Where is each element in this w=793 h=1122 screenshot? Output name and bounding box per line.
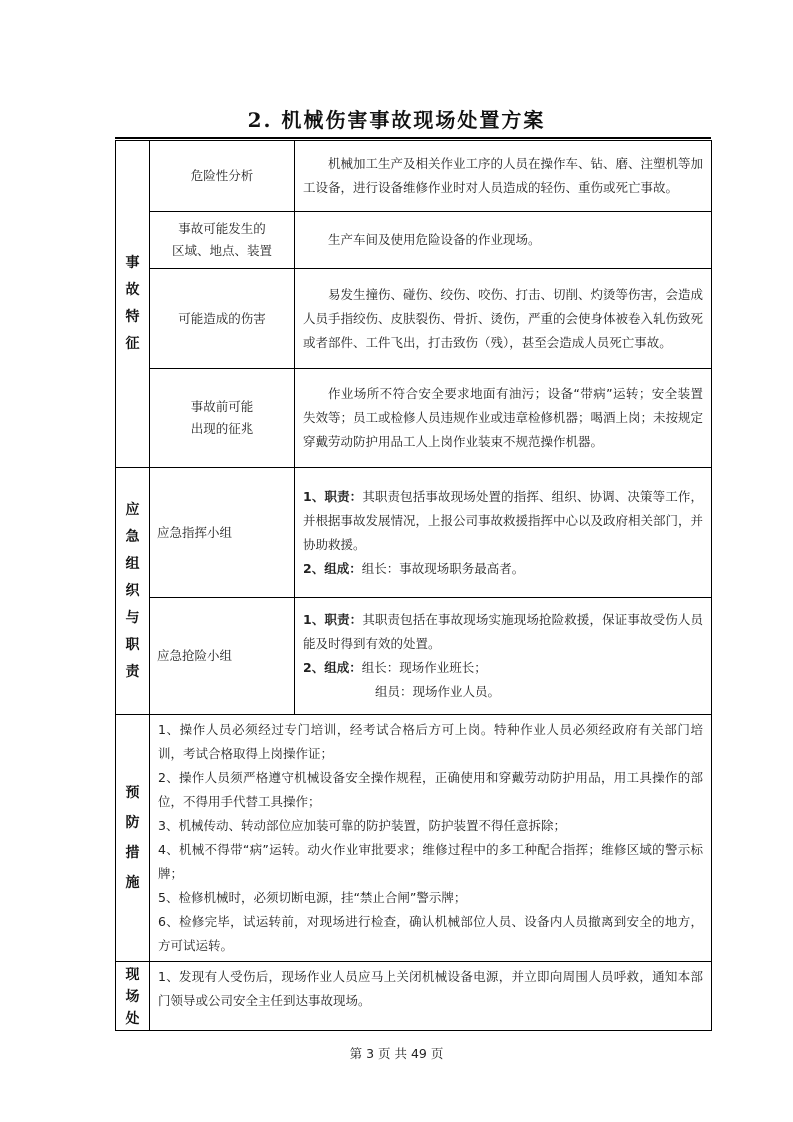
prevention-content bbox=[150, 715, 712, 962]
list-item: 1、发现有人受伤后，现场作业人员应马上关闭机械设备电源，并立即向周围人员呼救，通知本部门领导或公司安全主任到达事故现场。 bbox=[158, 969, 703, 1008]
row-content-hazard-analysis: 机械加工生产及相关作业工序的人员在操作车、钻、磨、注塑机等加工设备，进行设备维修作业时对人员造成的轻伤、重伤或死亡事故。 bbox=[295, 141, 712, 212]
section-label-emergency-org: 应 急 组 织 与 职 责 bbox=[116, 468, 150, 715]
row-content-command-group: 1、职责：其职责包括事故现场处置的指挥、组织、协调、决策等工作，并根据事故发展情况，上报公司事故救援指挥中心以及政府相关部门，并协助救援。 2、组成：组长：事故现场职务最高者。 bbox=[295, 468, 712, 598]
plan-table bbox=[115, 140, 712, 1031]
list-item: 2、操作人员须严格遵守机械设备安全操作规程，正确使用和穿戴劳动防护用品，用工具操作的部位，不得用手代替工具操作； bbox=[158, 770, 703, 809]
table-row bbox=[116, 962, 712, 1031]
list-item: 1、操作人员必须经过专门培训，经考试合格后方可上岗。特种作业人员必须经政府有关部门培训，考试合格取得上岗操作证； bbox=[158, 722, 703, 761]
row-label-hazard-analysis: 危险性分析 bbox=[150, 141, 295, 212]
list-item: 6、检修完毕，试运转前，对现场进行检查，确认机械部位人员、设备内人员撤离到安全的地方，方可试运转。 bbox=[158, 914, 703, 953]
table-row bbox=[116, 269, 712, 369]
table-row bbox=[116, 598, 712, 715]
row-label-rescue-group: 应急抢险小组 bbox=[150, 598, 295, 715]
page-title: 2. 机械伤害事故现场处置方案 bbox=[247, 108, 546, 132]
section-label-prevention: 预 防 措 施 bbox=[116, 715, 150, 962]
page-number: 第 3 页 共 49 页 bbox=[349, 1046, 444, 1061]
title-rule bbox=[115, 137, 711, 139]
onsite-content bbox=[150, 962, 712, 1031]
row-label-signs: 事故前可能 出现的征兆 bbox=[150, 369, 295, 468]
row-content-injury: 易发生撞伤、碰伤、绞伤、咬伤、打击、切削、灼烫等伤害，会造成人员手指绞伤、皮肤裂伤、骨折、烫伤，严重的会使身体被卷入轧伤致死或者部件、工件飞出，打击致伤（残），甚至会造成人员死亡事故。 bbox=[295, 269, 712, 369]
table-row bbox=[116, 141, 712, 212]
list-item: 5、检修机械时，必须切断电源，挂“禁止合闸”警示牌； bbox=[158, 890, 467, 905]
row-content-area: 生产车间及使用危险设备的作业现场。 bbox=[295, 212, 712, 269]
row-content-signs: 作业场所不符合安全要求地面有油污；设备“带病”运转；安全装置失效等；员工或检修人员违规作业或违章检修机器；喝酒上岗；未按规定穿戴劳动防护用品工人上岗作业装束不规范操作机器。 bbox=[295, 369, 712, 468]
row-label-area: 事故可能发生的 区域、地点、装置 bbox=[150, 212, 295, 269]
list-item: 3、机械传动、转动部位应加装可靠的防护装置，防护装置不得任意拆除； bbox=[158, 818, 566, 833]
row-label-command-group: 应急指挥小组 bbox=[150, 468, 295, 598]
row-content-rescue-group: 1、职责：其职责包括在事故现场实施现场抢险救援，保证事故受伤人员能及时得到有效的处置。 2、组成：组长：现场作业班长； 组员：现场作业人员。 bbox=[295, 598, 712, 715]
section-label-accident-features: 事 故 特 征 bbox=[116, 141, 150, 468]
table-row bbox=[116, 212, 712, 269]
table-row bbox=[116, 715, 712, 962]
section-label-onsite: 现 场 处 bbox=[116, 962, 150, 1031]
row-label-injury: 可能造成的伤害 bbox=[150, 269, 295, 369]
table-row bbox=[116, 369, 712, 468]
table-row bbox=[116, 468, 712, 598]
list-item: 4、机械不得带“病”运转。动火作业审批要求；维修过程中的多工种配合指挥；维修区域的警示标牌； bbox=[158, 842, 703, 881]
